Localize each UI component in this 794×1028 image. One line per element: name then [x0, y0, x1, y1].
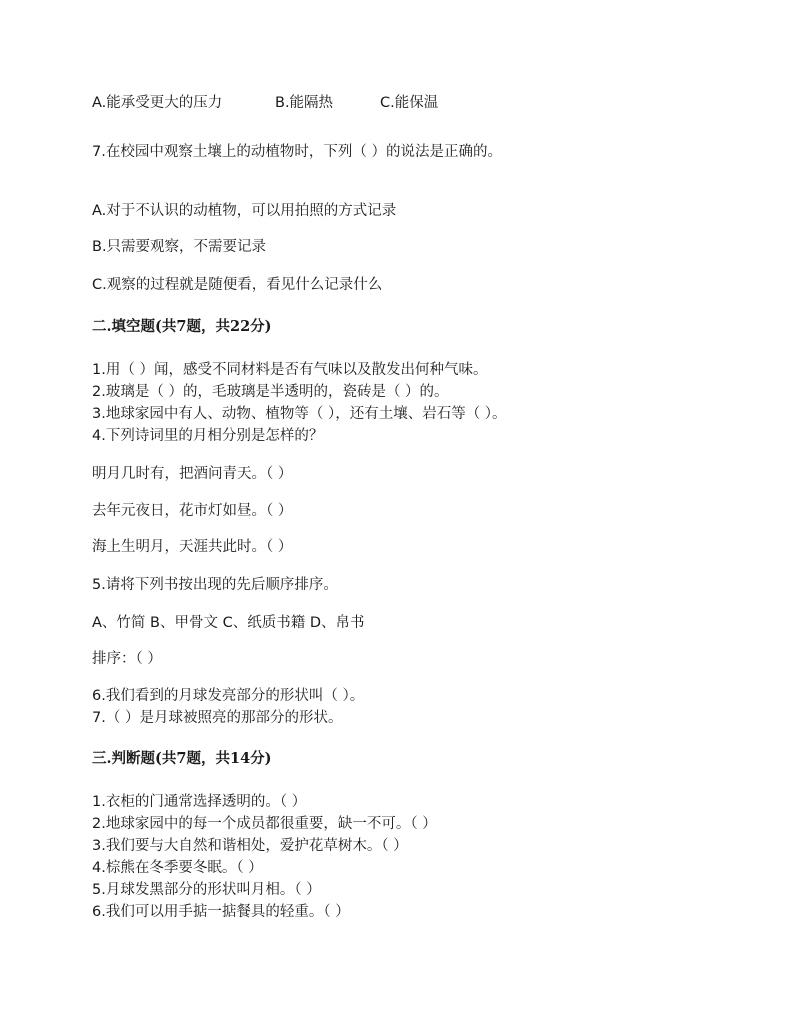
poem-line-2: 去年元夜日，花市灯如昼。（ ）	[92, 503, 293, 519]
poem-line-3: 海上生明月，天涯共此时。（ ）	[92, 539, 293, 555]
q7-option-b: B.只需要观察，不需要记录	[92, 239, 267, 255]
q6-option-a: A.能承受更大的压力	[92, 95, 223, 111]
section3-heading: 三.判断题(共7题，共14分)	[92, 750, 272, 767]
fill-item-4: 4.下列诗词里的月相分别是怎样的？	[92, 428, 324, 444]
q6-option-b: B.能隔热	[275, 95, 334, 111]
book-options: A、竹简 B、甲骨文 C、纸质书籍 D、帛书	[92, 615, 365, 631]
q7-option-c: C.观察的过程就是随便看，看见什么记录什么	[92, 277, 383, 293]
poem-line-1: 明月几时有，把酒问青天。（ ）	[92, 466, 293, 482]
section2-heading: 二.填空题(共7题，共22分)	[92, 318, 272, 335]
q7-stem: 7.在校园中观察土壤上的动植物时，下列（ ）的说法是正确的。	[92, 144, 502, 160]
fill-item-7: 7.（ ）是月球被照亮的那部分的形状。	[92, 710, 343, 726]
judge-item-5: 5.月球发黑部分的形状叫月相。（ ）	[92, 882, 321, 898]
fill-item-3: 3.地球家园中有人、动物、植物等（ ），还有土壤、岩石等（ ）。	[92, 406, 507, 422]
q6-option-c: C.能保温	[380, 95, 439, 111]
judge-item-6: 6.我们可以用手掂一掂餐具的轻重。（ ）	[92, 904, 350, 920]
judge-item-1: 1.衣柜的门通常选择透明的。（ ）	[92, 794, 307, 810]
fill-item-5: 5.请将下列书按出现的先后顺序排序。	[92, 577, 338, 593]
fill-item-2: 2.玻璃是（ ）的，毛玻璃是半透明的，瓷砖是（ ）的。	[92, 384, 449, 400]
fill-item-6: 6.我们看到的月球发亮部分的形状叫（ ）。	[92, 688, 365, 704]
fill-item-1: 1.用（ ）闻，感受不同材料是否有气味以及散发出何种气味。	[92, 362, 488, 378]
judge-item-2: 2.地球家园中的每一个成员都很重要，缺一不可。（ ）	[92, 816, 437, 832]
judge-item-3: 3.我们要与大自然和谐相处，爱护花草树木。（ ）	[92, 838, 408, 854]
judge-item-4: 4.棕熊在冬季要冬眠。（ ）	[92, 860, 263, 876]
order-answer: 排序：（ ）	[92, 651, 162, 667]
q7-option-a: A.对于不认识的动植物，可以用拍照的方式记录	[92, 203, 397, 219]
